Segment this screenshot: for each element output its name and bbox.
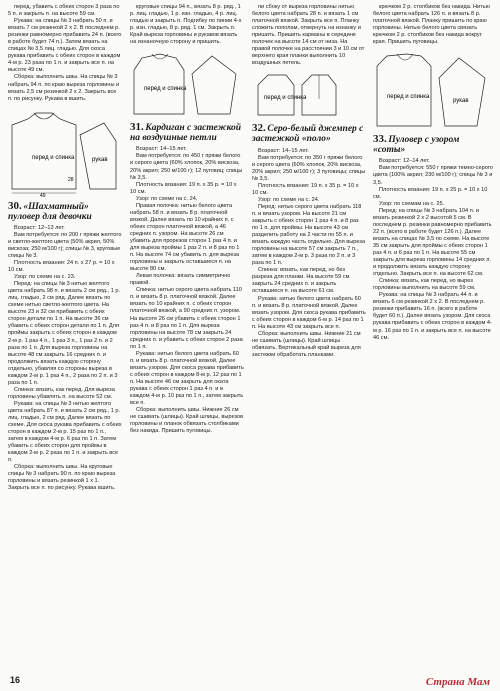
pattern-32-stitch: Узор: по схеме на с. 24. [258,196,320,203]
pattern-32-back: Спинка: вязать, как перед, но без разреза для планки. На высоте 59 см закрыть 24 средних п. и закрыть оставшиеся п. на высоте 61 см. [252,267,350,295]
pattern-33-age: Возраст: 12–14 лет. [379,158,430,165]
pattern-30-age: Возраст: 12–13 лет. [14,224,65,231]
pattern-31-right-front: Правая полочка: нитью белого цвета набрать 58 п. и вязать 8 р. платочной вязкой. Далее вязать по 10 крайних п. с обеих сторон платочной вязкой, а 46 средних п. узором. На высоте 26 см убавить для прорезов сторон 1 раз 4 п. и для выреза проймы 1 раз 2 п. и 8 раз по 1 п. На высоте 74 см убавить п. для выреза горловины и закрыть оставшиеся п. на высоте 80 см. [130,202,240,273]
column-4 [373,4,493,342]
pattern-30-back: Спинка: вязать, как перед. Для выреза горловины убавлять п. на высоте 52 см. [8,386,115,400]
pattern-31-density: Плотность вязания: 19 п. х 35 р. = 10 х 10 см. [130,181,237,195]
pattern-33-stitch: Узор: по схемам на с. 25. [379,200,445,207]
pattern-30-collar: круговые спицы 94 п., вязать 8 р. ряд., 1 р. лиц. гладью, 1 р. изн. гладью, 4 р. лиц. гладью и закрыть п. Подгибку по линии 4-х р. изн. гладью, 8 р. ряд. 1 см. Закрыть п. Край выреза горловины и рукавов вязать на изнаночную сторону и пришить. [130,4,242,46]
pattern-30-stitch: Узор: по схеме на с. 23. [14,274,76,281]
pattern-32-assembly: Сборка: выполнить швы. Нижние 21 см не сшивать (шлицы). Край шлицы обвязать. Вертикальный край выреза для застежки обработать планками. [252,330,361,358]
schematic-label-front: перед и спинка [387,94,430,101]
pattern-31-left-front: Левая полочка: вязать симметрично правой. [130,273,231,287]
schematic-label-front: перед и спинка [32,154,75,161]
pattern-31-sleeves: Рукава: нитью белого цвета набрать 60 п. и вязать 8 р. платочной вязкой. Далее вязать узором. Для скоса рукава прибавить с обеих сторон в каждом 8-м р. 12 раз по 1 п. На высоте 46 см закрыть для оката рукава с обеих сторон 1 раз 4 п. и в каждом 4-м р. 10 раз по 1 п., затем закрыть все п. [130,350,244,407]
pattern-33-heading [373,134,493,155]
schematic-label-front: перед и спинка [144,86,187,93]
pattern-31-title: Кардиган с застежкой на воздушные петли [130,123,242,144]
schematic-label-sleeve: рукав [453,98,469,105]
pattern-30-front: Перед: на спицы № 3 нитью желтого цвета набрать 98 п. и вязать 2 см ряд., 1 р. лиц. гладью, 2 см ряд. Далее вязать по схеме нитью светло-желтого цвета. На высоте 23 и 32 см прибавить с обеих сторон детали по 1 п. На высоте 36 см убавить с обеих сторон детали по 1 п. Для проймы закрыть с обеих сторон в каждом 2-м р. 1 раз 4 п., 1 раз 3 п., 1 раз 2 п. и 2 раза по 1 п. Для выреза горловины на высоте 48 см закрыть 16 средних п. и продолжить вязать каждую сторону отдельно, убавляя со стороны выреза в каждом 2-м р. 1 раз 4 п., 2 раза по 2 п. и 3 раза по 1 п. [8,281,121,386]
pattern-32-title: Серо-белый джемпер с застежкой «поло» [252,124,364,145]
pattern-29-sleeves: Рукава: на спицы № 3 набрать 50 п. и вязать 7 см резинкой 2 х 2. В последнем р. резинки равномерно прибавить 24 п. (всего в работе будет 74 п.). Затем вязать на спицах № 3,5 лиц. гладью. Для скоса рукава прибавить с обеих сторон в каждом 4-м р. 23 раза по 1 п. и закрыть все п. на высоте 49 см. [8,18,122,74]
column-3 [252,4,366,359]
pattern-30-density: Плотность вязания: 24 п. х 27 р. = 10 х 10 см. [8,259,115,274]
pattern-32-age: Возраст: 14–15 лет. [258,147,309,154]
schematic-label-sleeve: рукав [92,156,108,163]
pattern-32-front: Перед: нитью серого цвета набрать 118 п. и вязать узором. На высоте 21 см закрыть с обеих сторон 1 раз 4 п. и 8 раз по 1 п. для проймы. На высоте 43 см разделить работу на 2 части по 55 п. и вязать каждую часть отдельно. Для выреза горловины на высоте 57 см закрыть 7 п., затем в каждом 2-м р. 3 раза по 2 п. и 3 раза по 1 п. [252,203,366,267]
pattern-32-sleeves: Рукава: нитью белого цвета набрать 60 п. и вязать 8 р. платочной вязкой. Далее вязать узором. Для скоса рукава прибавить с обеих сторон в каждом 6-м р. 14 раз по 1 п. На высоте 43 см закрыть все п. [252,295,366,330]
pattern-31-finishing: пи сбоку от выреза горловины нитью белого цвета набрать 28 п. и вязать 1 см платочной вязкой. Закрыть все п. Планку сложить пополам, отвернуть на изнанку и пришить. Пришить карманы в середине полочек на высоте 14 см от низа. На правой полочке на расстоянии 3 и 10 см от верхнего края планки выполнить 10 воздушных петель. [252,4,365,67]
pattern-31-age: Возраст: 14–15 лет. [136,146,187,153]
column-1 [8,4,122,493]
pattern-30-number: 30. [8,199,22,212]
watermark-logo: Страна Мам [425,676,490,688]
pattern-32-materials: Вам потребуется: по 350 г пряжи белого и серого цвета (60% хлопок, 20% вискоза, 20% акрил; 250 м/100 г); 3 пуговицы; спицы № 3,5. [252,154,366,182]
pattern-31-heading [130,122,244,143]
schematic-measure-49: 49 [40,192,46,197]
pattern-31-number: 31. [130,121,144,134]
pattern-30-materials: Вам потребуется: по 200 г пряжи желтого и светло-желтого цвета (50% акрил, 50% вискоза; 250 м/100 г); спицы № 3, круговые спицы № 3. [8,231,122,259]
pattern-31-assembly: Сборка: выполнить швы. Нижние 26 см не сшивать (шлицы). Край шлицы, вырезов горловины и планок обвязать столбиками без накида. Пришить пуговицы. [130,407,244,435]
pattern-29-assembly: Сборка: выполнить швы. На спицы № 3 набрать 94 п. по краю выреза горловины и вязать 2,5 см резинкой 2 х 2. Закрыть все п. по рисунку. Рукава в вшить. [8,74,120,102]
pattern-33-back: Спинка: вязать, как перед, но вырез горловины выполнить на высоте 59 см. [373,278,476,292]
pattern-33-density: Плотность вязания: 19 п. х 25 р. = 10 х 10 см. [373,186,488,200]
pattern-32-number: 32. [252,122,266,135]
pattern-33-materials: Вам потребуется: 550 г пряжи темно-серого цвета (100% акрил; 230 м/100 г); спицы № 3 и 3,5. [373,165,493,186]
schematic-30 [130,48,244,118]
column-2 [130,4,244,435]
pattern-30-sleeves: Рукава: на спицы № 3 нитью желтого цвета набрать 87 п. и вязать 2 см ряд., 1 р. лиц. гладью, 2 см ряд. Далее вязать по схеме. Для скоса рукава прибавить с обеих сторон в каждом 2-м р. 15 раз по 1 п., затем в каждом 4-м р. 6 раз по 1 п. Затем убавить с обеих сторон для проймы в каждом 2-м р. 2 раза по 1 п. и закрыть все п. [8,400,122,464]
pattern-31-materials: Вам потребуется: по 450 г пряжи белого и серого цвета (60% хлопок, 20% вискоза, 20% акрил; 250 м/100 г); 12 пуговиц; спицы № 3,5. [130,153,243,181]
pattern-32-finishing: крючком 2 р. столбиков без накида. Нитью белого цвета набрать 126 п. и вязать 8 р. платочной вязкой. Планку пришить по краю горловины. Нитью белого цвета связать крючком 2 р. столбиков без накида вокруг края. Пришить пуговицы. [373,4,490,46]
schematic-32 [373,48,493,130]
pattern-30-title: «Шахматный» пуловер для девочки [8,201,92,222]
page-number: 16 [10,675,21,685]
pattern-33-front: Перед: на спицы № 3 набрать 104 п. и вязать резинкой 2 х 2 высотой 5 см. В последнем р. резинки равномерно прибавить 22 п. (всего в работе будет 126 п.). Далее вязать на спицах № 3,5 по схеме. На высоте 35 см закрыть для проймы с обеих сторон 1 раз 4 п. и 6 раз по 1 п. На высоте 55 см закрыть для выреза горловины 14 средних п. и продолжить вязать каждую сторону отдельно. Закрыть все п. на высоте 62 см. [373,207,492,278]
pattern-30-assembly: Сборка: выполнить швы. На круговые спицы № 3 набрать 90 п. по краю выреза горловины и вязать резинкой 1 х 1. Закрыть все п. по рисунку. Рукава вшить. [8,464,116,492]
pattern-30-heading [8,201,122,222]
pattern-29-ending: перед, убавить с обеих сторон 3 раза по 5 п. и закрыть п. на высоте 59 см. [8,4,120,18]
schematic-29 [8,105,122,197]
pattern-33-sleeves: Рукава: на спицы № 3 набрать 44 п. и вязать 6 см резинкой 2 х 2. В последнем р. резинки прибавить 16 п. (всего в работе будет 60 п.). Далее вязать узором. Для скоса рукава прибавить с обеих сторон в каждом 4-м р. 16 раз по 1 п. и закрыть все п. на высоте 46 см. [373,292,492,341]
schematic-31 [252,69,366,119]
pattern-32-density: Плотность вязания: 19 п. х 35 р. = 10 х 10 см. [252,182,359,196]
pattern-33-number: 33. [373,133,387,146]
pattern-31-stitch: Узор: по схеме на с. 24. [136,195,198,202]
pattern-33-title: Пуловер с узором «соты» [373,135,460,156]
schematic-label-front: перед и спинка [264,95,307,102]
pattern-31-back: Спинка: нитью серого цвета набрать 110 п. и вязать 8 р. платочной вязкой. Далее вязать по 10 крайних п. с обеих сторон платочной вязкой, а 90 средних п. узором. На высоте 26 см убавить с обеих сторон 1 раз 4 п. и 8 раз по 1 п. Для выреза горловины на высоте 78 см закрыть 24 средних п. и убавить с обеих сторон 2 раза по 1 п. [130,287,243,350]
schematic-measure-28: 28 [68,176,74,183]
pattern-32-heading [252,123,366,144]
